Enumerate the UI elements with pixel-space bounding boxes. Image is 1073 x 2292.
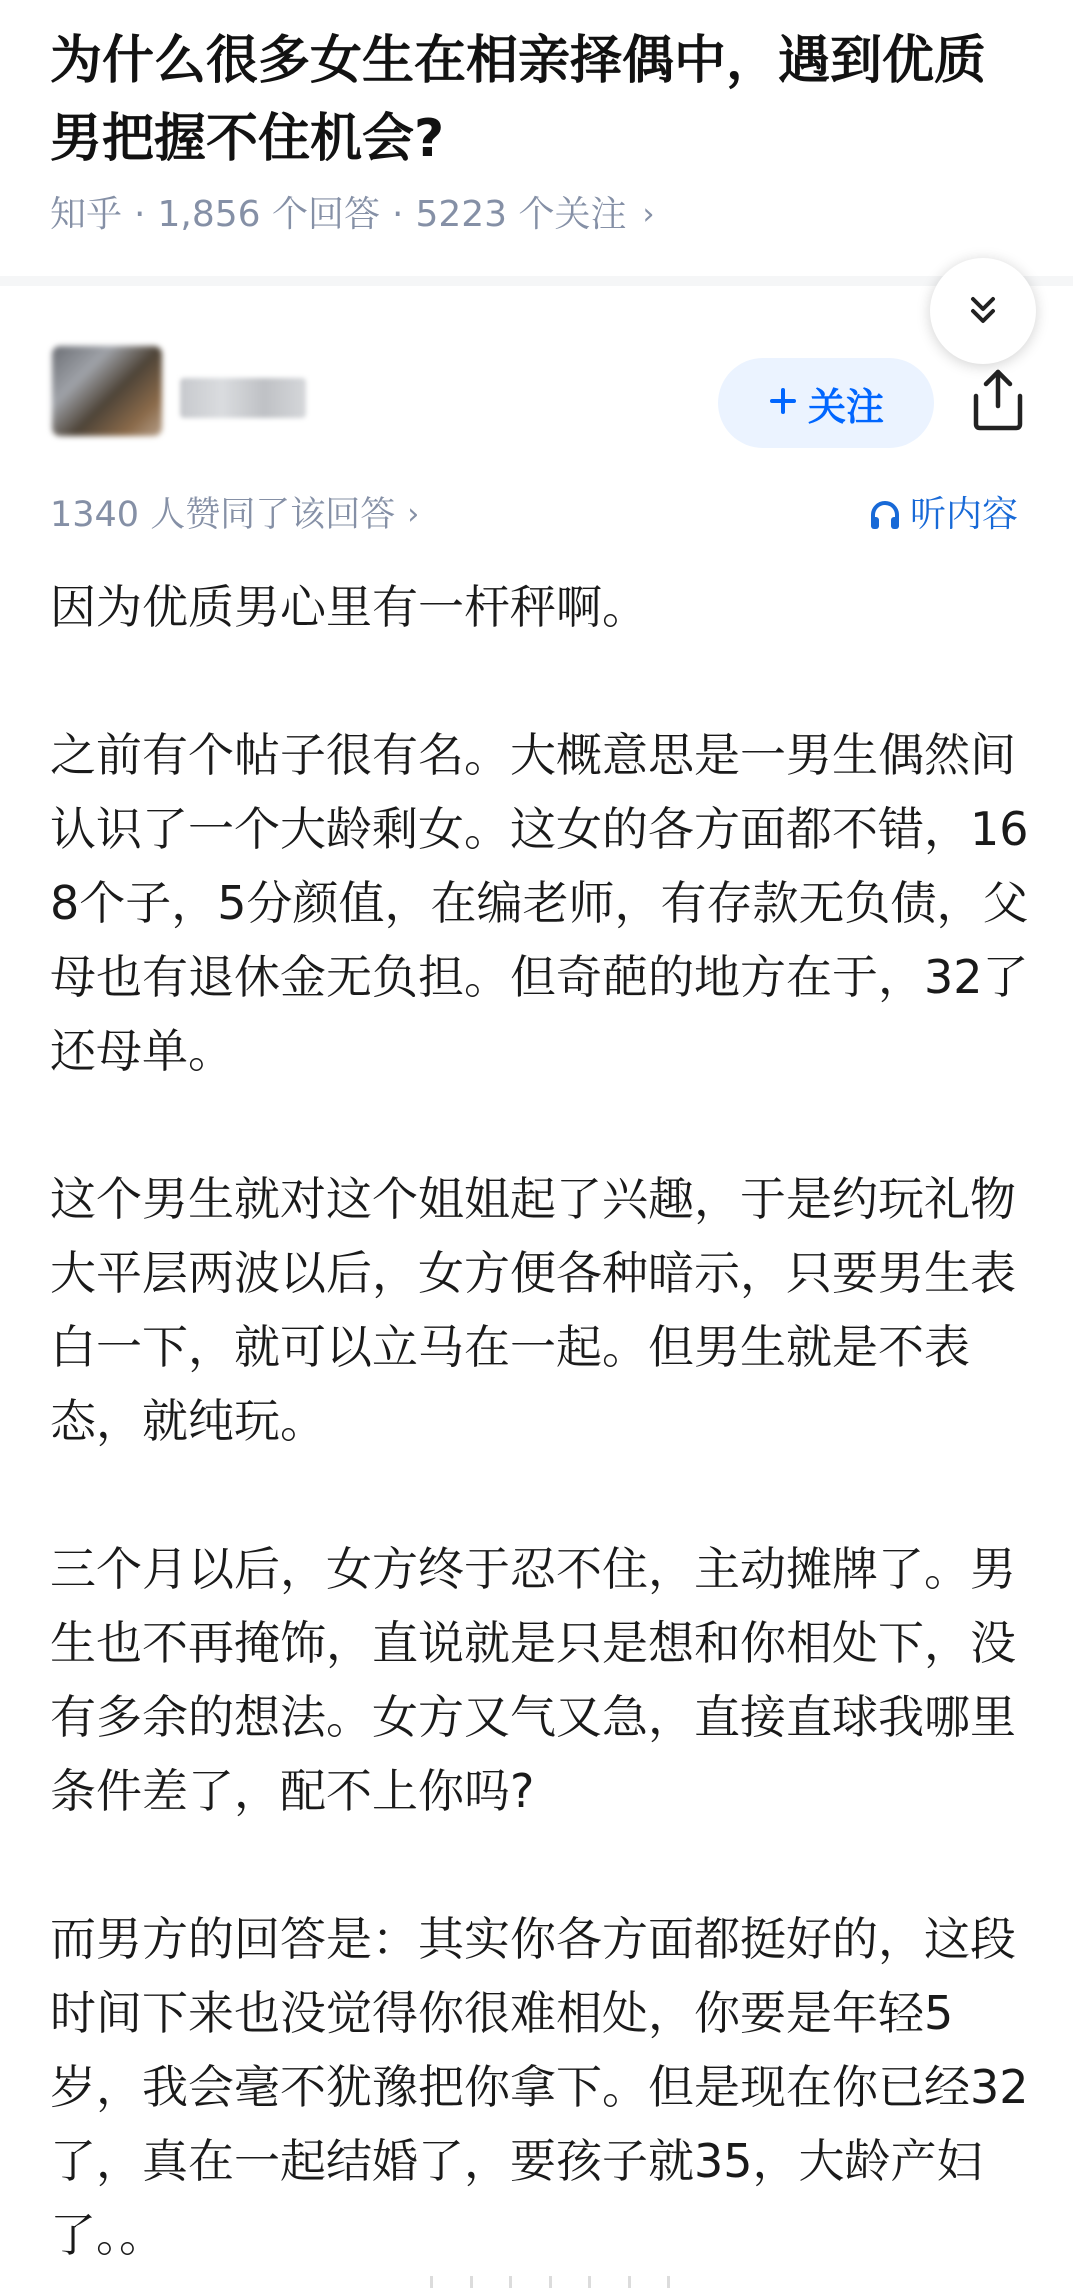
answer-paragraph: 这个男生就对这个姐姐起了兴趣，于是约玩礼物大平层两波以后，女方便各种暗示，只要男生表白一下，就可以立马在一起。但男生就是不表态，就纯玩。 bbox=[50, 1172, 1016, 1448]
headphones-icon bbox=[868, 498, 902, 532]
answer-paragraph: 三个月以后，女方终于忍不住，主动摊牌了。男生也不再掩饰，直说就是只是想和你相处下，没有多余的想法。女方又气又急，直接直球我哪里条件差了，配不上你吗? bbox=[50, 1542, 1016, 1818]
watermark-bars bbox=[430, 2276, 670, 2288]
likes-count[interactable] bbox=[50, 490, 419, 540]
answer-paragraph: 而男方的回答是：其实你各方面都挺好的，这段时间下来也没觉得你很难相处，你要是年轻5岁，我会毫不犹豫把你拿下。但是现在你已经32了，真在一起结婚了，要孩子就35，大龄产妇了。。 bbox=[50, 1912, 1029, 2262]
answer-content bbox=[50, 570, 1045, 2272]
source-label: 知乎 bbox=[50, 194, 123, 235]
meta-separator: · bbox=[391, 194, 404, 235]
follow-label: 关注 bbox=[807, 384, 884, 429]
answer-paragraph: 之前有个帖子很有名。大概意思是一男生偶然间认识了一个大龄剩女。这女的各方面都不错，168个子，5分颜值，在编老师，有存款无负债，父母也有退休金无负担。但奇葩的地方在于，32了还母单。 bbox=[50, 728, 1029, 1078]
double-chevron-down-icon bbox=[963, 291, 1003, 331]
chevron-right-icon: › bbox=[407, 497, 420, 532]
followers-count: 5223 个关注 bbox=[415, 194, 627, 235]
listen-label: 听内容 bbox=[910, 494, 1019, 535]
section-divider bbox=[0, 276, 1073, 286]
listen-button[interactable] bbox=[868, 490, 1018, 540]
avatar[interactable] bbox=[52, 346, 162, 436]
meta-separator: · bbox=[134, 194, 146, 235]
share-button[interactable] bbox=[968, 366, 1028, 434]
collapse-button[interactable] bbox=[930, 258, 1036, 364]
chevron-right-icon: › bbox=[642, 197, 655, 232]
answers-count: 1,856 个回答 bbox=[157, 194, 380, 235]
share-icon bbox=[968, 366, 1028, 434]
plus-icon bbox=[768, 381, 798, 425]
follow-button[interactable] bbox=[718, 358, 934, 448]
question-title[interactable]: 为什么很多女生在相亲择偶中，遇到优质男把握不住机会? bbox=[50, 31, 987, 169]
answer-paragraph: 因为优质男心里有一杆秤啊。 bbox=[50, 580, 648, 634]
author-name-blurred[interactable] bbox=[180, 378, 306, 418]
question-meta[interactable] bbox=[50, 190, 655, 240]
likes-text: 1340 人赞同了该回答 bbox=[50, 495, 396, 535]
